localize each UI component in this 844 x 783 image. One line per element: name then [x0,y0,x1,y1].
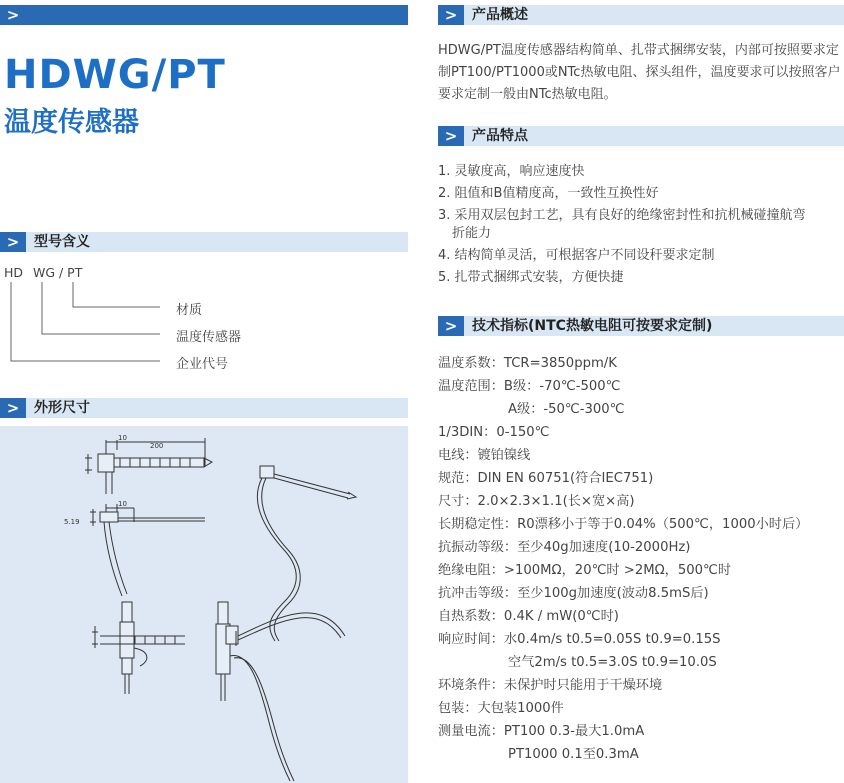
spec-line: 抗振动等级：至少40g加速度(10-2000Hz) [438,540,691,555]
section-title: 技术指标(NTC热敏电阻可按要求定制) [472,318,713,334]
section-header-specs [438,316,844,336]
spec-line: 温度系数：TCR=3850ppm/K [438,356,617,371]
chevron-right-icon: > [0,398,26,418]
section-header-dimensions [0,398,408,418]
section-title: 产品特点 [472,128,528,144]
section-title: 产品概述 [472,7,528,23]
spec-line: 电线：镀铂镍线 [438,448,531,463]
chevron-right-icon: > [438,316,464,336]
dimension-drawing-panel [0,426,408,783]
spec-line: 自热系数：0.4K / mW(0℃时) [438,609,619,624]
spec-line-continuation: PT1000 0.1至0.3mA [508,747,639,762]
spec-line: 规范：DIN EN 60751(符合IEC751) [438,471,654,486]
spec-line: 温度范围：B级：-70℃-500℃ [438,379,621,394]
feature-item: 1. 灵敏度高，响应速度快 [438,164,585,179]
spec-line-continuation: 空气2m/s t0.5=3.0S t0.9=10.0S [508,655,717,670]
section-header-features [438,126,844,146]
spec-line: 包装：大包装1000件 [438,701,564,716]
model-label-sensor: 温度传感器 [176,330,242,345]
spec-line: 绝缘电阻：>100MΩ，20℃时 >2MΩ，500℃时 [438,563,732,578]
feature-item: 4. 结构简单灵活，可根据客户不同设秆要求定制 [438,248,715,263]
spec-line: 长期稳定性：R0漂移小于等于0.04%（500℃，1000小时后） [438,517,809,532]
feature-item: 5. 扎带式捆绑式安装，方便快捷 [438,270,624,285]
chevron-right-icon: > [438,126,464,146]
spec-line: 环境条件：未保护时只能用于干燥环境 [438,678,663,693]
product-model-title: HDWG/PT [4,52,226,98]
dim-label-10b: 10 [118,500,127,508]
section-title: 型号含义 [34,234,90,250]
spec-line: 尺寸：2.0×2.3×1.1(长×宽×高) [438,494,635,509]
dim-label-519: 5.19 [64,518,80,526]
spec-line: 测量电流：PT100 0.3-最大1.0mA [438,724,645,739]
model-label-material: 材质 [176,303,203,318]
section-header-overview [438,5,844,25]
spec-line: 1/3DIN：0-150℃ [438,425,550,440]
spec-line: 响应时间：水0.4m/s t0.5=0.05S t0.9=0.15S [438,632,721,647]
technical-drawing [0,426,408,783]
feature-item-continuation: 折能力 [452,226,492,241]
dim-label-10a: 10 [118,434,127,442]
spec-line: 抗冲击等级：至少100g加速度(波动8.5mS后) [438,586,709,601]
feature-item: 3. 采用双层包封工艺，具有良好的绝缘密封性和抗机械碰撞航弯 [438,208,806,223]
model-code-part-3: / PT [59,265,83,280]
section-title: 外形尺寸 [34,400,90,416]
chevron-right-icon: > [0,232,26,252]
model-code-part-2: WG [33,265,56,280]
chevron-right-icon: > [0,5,26,25]
spec-line-continuation: A级：-50℃-300℃ [508,402,625,417]
product-name-title: 温度传感器 [4,107,139,138]
model-label-company-code: 企业代号 [176,357,229,372]
chevron-right-icon: > [438,5,464,25]
overview-paragraph: HDWG/PT温度传感器结构简单、扎带式捆绑安装，内部可按照要求定制PT100/PT1000或NTc热敏电阻、探头组件，温度要求可以按照客户要求定制一般由NTc热敏电阻。 [438,43,841,102]
dim-label-200: 200 [150,442,164,450]
model-meaning-leader-lines [0,0,300,380]
feature-item: 2. 阻值和B值精度高，一致性互换性好 [438,186,659,201]
model-code-part-1: HD [4,265,24,280]
